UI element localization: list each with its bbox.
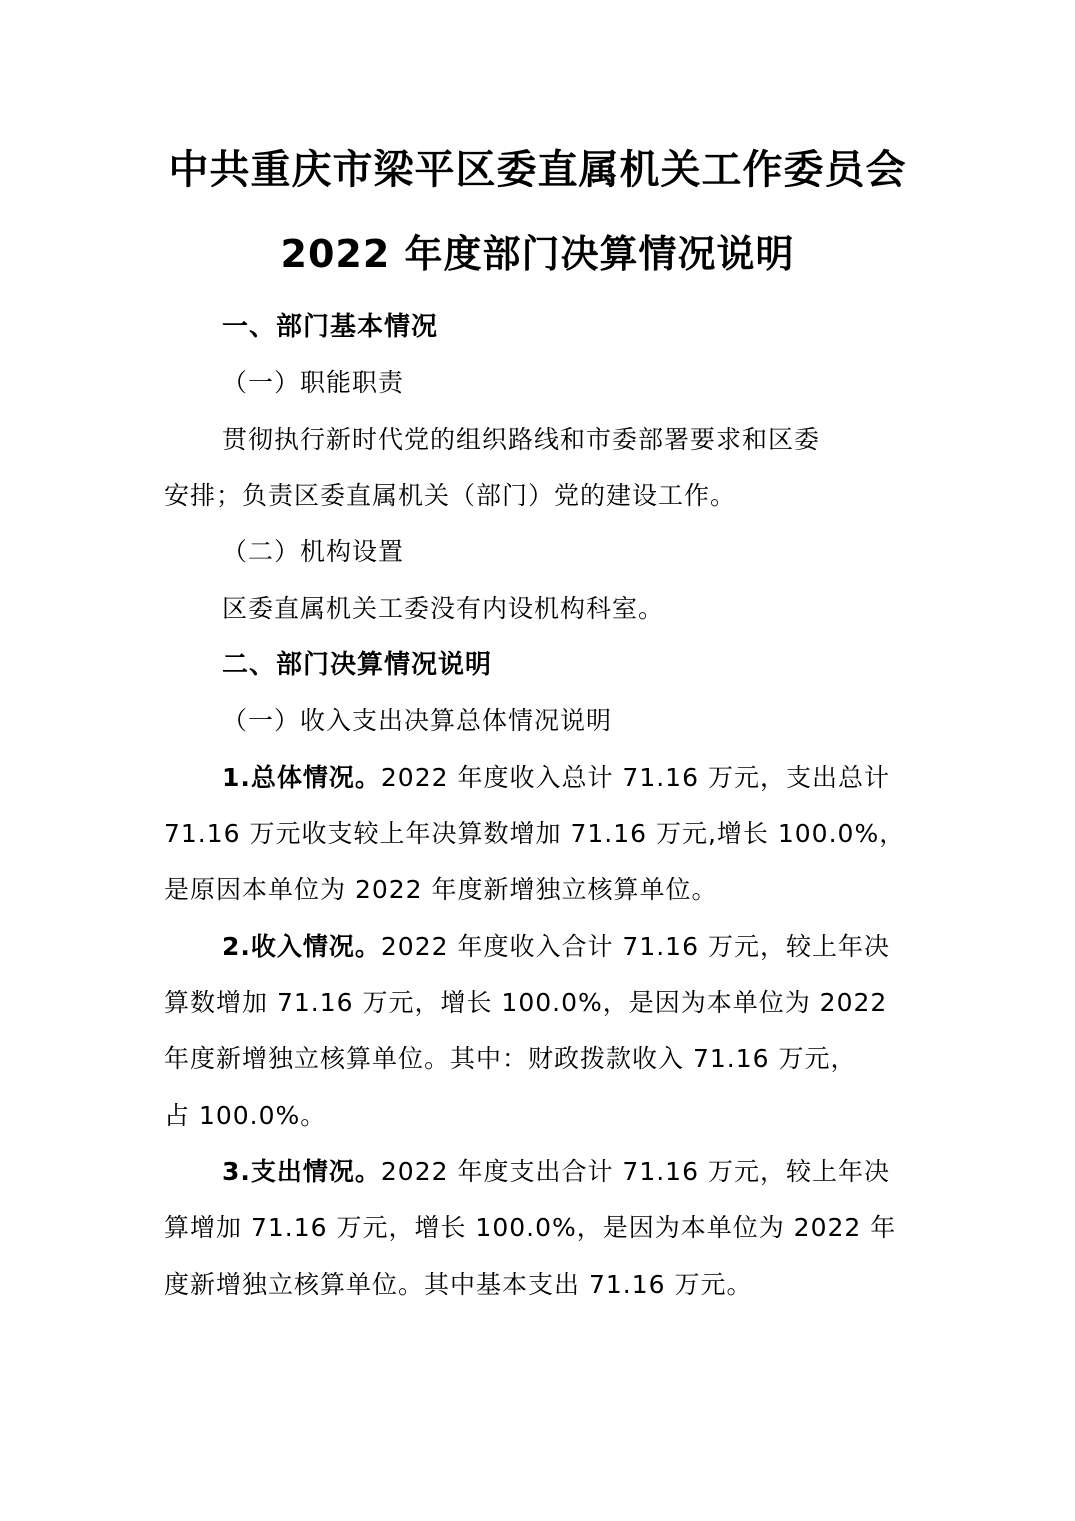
paragraph-line: 度新增独立核算单位。其中基本支出 71.16 万元。	[164, 1270, 753, 1299]
paragraph-line: 是原因本单位为 2022 年度新增独立核算单位。	[164, 875, 718, 904]
section-heading-basic-info: 一、部门基本情况	[222, 312, 439, 342]
paragraph-line	[222, 930, 890, 964]
subsection-heading-organization: （二）机构设置	[222, 537, 405, 566]
paragraph-text: 2022 年度收入总计 71.16 万元，支出总计	[380, 763, 890, 792]
subsection-heading-functions: （一）职能职责	[222, 368, 405, 397]
section-heading-final-accounts: 二、部门决算情况说明	[222, 650, 493, 680]
paragraph-line: 算增加 71.16 万元，增长 100.0%，是因为本单位为 2022 年	[164, 1213, 897, 1242]
paragraph-line: 区委直属机关工委没有内设机构科室。	[222, 594, 665, 623]
document-title-line1: 中共重庆市梁平区委直属机关工作委员会	[168, 146, 907, 193]
subsection-heading-income-expense: （一）收入支出决算总体情况说明	[222, 706, 613, 735]
paragraph-line	[222, 761, 890, 795]
paragraph-line	[222, 1155, 890, 1189]
paragraph-lead-expense: 3.支出情况。	[222, 1157, 381, 1186]
paragraph-line: 安排；负责区委直属机关（部门）党的建设工作。	[164, 481, 737, 510]
document-title-line2: 2022 年度部门决算情况说明	[280, 232, 795, 276]
paragraph-text: 2022 年度收入合计 71.16 万元，较上年决	[380, 932, 890, 961]
paragraph-lead-income: 2.收入情况。	[222, 932, 381, 961]
paragraph-line: 贯彻执行新时代党的组织路线和市委部署要求和区委	[222, 425, 821, 454]
paragraph-line: 占 100.0%。	[164, 1101, 327, 1130]
paragraph-line: 71.16 万元收支较上年决算数增加 71.16 万元,增长 100.0%，	[164, 819, 906, 848]
paragraph-line: 年度新增独立核算单位。其中：财政拨款收入 71.16 万元，	[164, 1044, 857, 1073]
paragraph-lead-overall: 1.总体情况。	[222, 763, 381, 792]
paragraph-line: 算数增加 71.16 万元，增长 100.0%，是因为本单位为 2022	[164, 988, 888, 1017]
paragraph-text: 2022 年度支出合计 71.16 万元，较上年决	[380, 1157, 890, 1186]
